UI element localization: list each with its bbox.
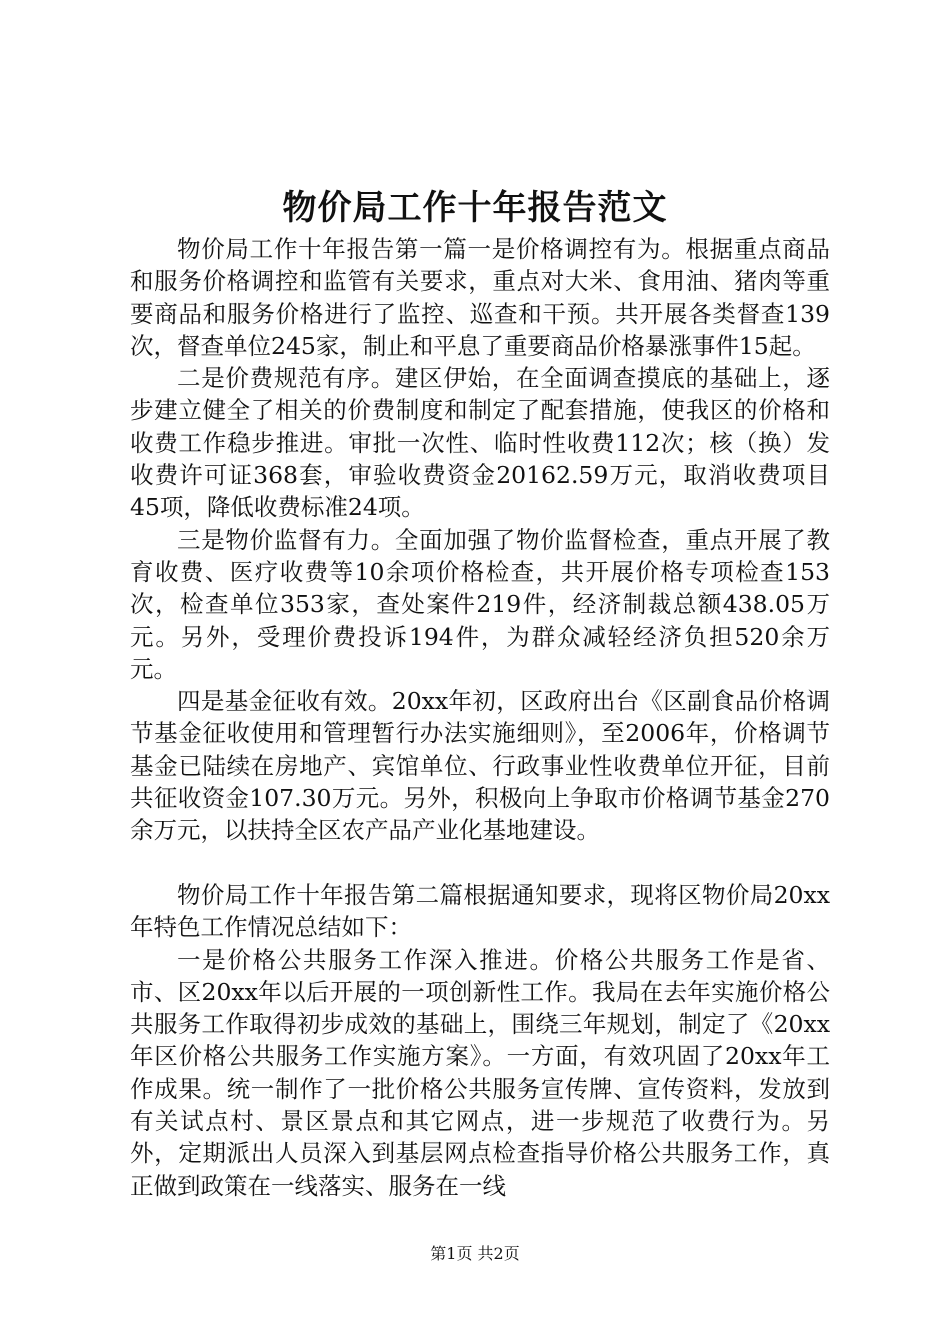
- paragraph-6: 一是价格公共服务工作深入推进。价格公共服务工作是省、市、区20xx年以后开展的一项创新性工作。我局在去年实施价格公共服务工作取得初步成效的基础上，围绕三年规划，制定了《20xx年区价格公共服务工作实施方案》。一方面，有效巩固了20xx年工作成果。统一制作了一批价格公共服务宣传牌、宣传资料，发放到有关试点村、景区景点和其它网点，进一步规范了收费行为。另外，定期派出人员深入到基层网点检查指导价格公共服务工作，真正做到政策在一线落实、服务在一线: [130, 945, 830, 1200]
- paragraph-1: 物价局工作十年报告第一篇一是价格调控有为。根据重点商品和服务价格调控和监管有关要求，重点对大米、食用油、猪肉等重要商品和服务价格进行了监控、巡查和干预。共开展各类督查139次，督查单位245家，制止和平息了重要商品价格暴涨事件15起。: [130, 235, 830, 360]
- paragraph-3: 三是物价监督有力。全面加强了物价监督检查，重点开展了教育收费、医疗收费等10余项价格检查，共开展价格专项检查153次，检查单位353家，查处案件219件，经济制裁总额438.05万元。另外，受理价费投诉194件，为群众减轻经济负担520余万元。: [130, 525, 830, 683]
- document-title: 物价局工作十年报告范文: [282, 188, 668, 228]
- paragraph-2: 二是价费规范有序。建区伊始，在全面调查摸底的基础上，逐步建立健全了相关的价费制度和制定了配套措施，使我区的价格和收费工作稳步推进。审批一次性、临时性收费112次；核（换）发收费许可证368套，审验收费资金20162.59万元，取消收费项目45项，降低收费标准24项。: [130, 364, 830, 522]
- paragraph-5: 物价局工作十年报告第二篇根据通知要求，现将区物价局20xx年特色工作情况总结如下：: [130, 880, 830, 942]
- section-gap: [130, 847, 830, 879]
- page-footer: 第1页 共2页: [430, 1244, 520, 1263]
- document-body: [130, 233, 830, 1202]
- paragraph-4: 四是基金征收有效。20xx年初，区政府出台《区副食品价格调节基金征收使用和管理暂行办法实施细则》，至2006年，价格调节基金已陆续在房地产、宾馆单位、行政事业性收费单位开征，目前共征收资金107.30万元。另外，积极向上争取市价格调节基金270余万元，以扶持全区农产品产业化基地建设。: [130, 687, 830, 845]
